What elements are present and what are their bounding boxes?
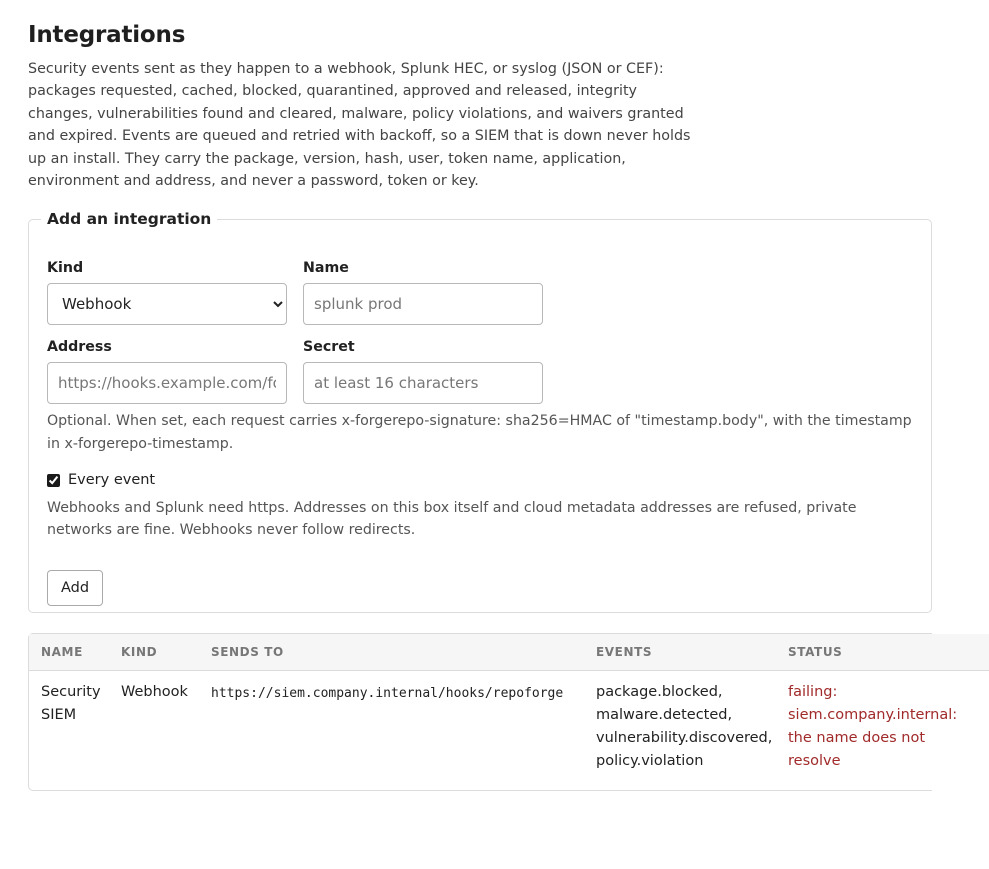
add-integration-form <box>28 210 932 613</box>
header-events: EVENTS <box>584 634 776 670</box>
every-event-label: Every event <box>68 472 156 489</box>
header-name: NAME <box>29 634 109 670</box>
integrations-page <box>28 22 958 791</box>
row-events <box>584 670 776 785</box>
table-header-row <box>29 634 989 670</box>
address-input[interactable] <box>47 362 287 404</box>
name-label: Name <box>303 260 349 277</box>
secret-help-text: Optional. When set, each request carries x-forgerepo-signature: sha256=HMAC of "timestamp.body", with the timestamp in x-forgerepo-timestamp. <box>47 413 912 452</box>
header-kind: KIND <box>109 634 199 670</box>
kind-select[interactable] <box>47 283 287 325</box>
row-status <box>776 670 989 785</box>
row-kind: Webhook <box>121 683 188 700</box>
row-name <box>29 670 109 785</box>
page-title: Integrations <box>28 22 186 48</box>
event-item: package.blocked, <box>596 683 723 700</box>
page-intro: Security events sent as they happen to a webhook, Splunk HEC, or syslog (JSON or CEF): packages requested, cached, blocked, quarantined, approved and released, integrity changes, vulnerabilities found and cleared, malware, policy violations, and waivers granted and expired. Events are queued and retried with backoff, so a SIEM that is down never holds up an install. They carry the package, version, hash, user, token name, application, environment and address, and never a password, token or key. <box>28 61 691 190</box>
address-label: Address <box>47 339 112 356</box>
secret-input[interactable] <box>303 362 543 404</box>
row-name-line: SIEM <box>41 706 77 723</box>
secret-field <box>303 339 543 404</box>
status-line: resolve <box>788 752 841 769</box>
event-item: malware.detected, <box>596 706 733 723</box>
status-line: the name does not <box>788 729 926 746</box>
address-help-text: Webhooks and Splunk need https. Addresses on this box itself and cloud metadata addresses are refused, private networks are fine. Webhooks never follow redirects. <box>47 500 857 539</box>
event-item: policy.violation <box>596 752 704 769</box>
event-item: vulnerability.discovered, <box>596 729 773 746</box>
every-event-option[interactable] <box>47 472 913 488</box>
status-line: failing: <box>788 683 838 700</box>
row-sends-to: https://siem.company.internal/hooks/repoforge <box>211 685 564 701</box>
every-event-checkbox[interactable] <box>47 474 60 487</box>
header-sends-to: SENDS TO <box>199 634 584 670</box>
status-line: siem.company.internal: <box>788 706 958 723</box>
add-button[interactable]: Add <box>47 570 103 606</box>
form-legend: Add an integration <box>47 210 212 229</box>
kind-field <box>47 260 287 325</box>
secret-label: Secret <box>303 339 355 356</box>
integrations-table <box>28 633 958 791</box>
kind-label: Kind <box>47 260 84 277</box>
row-name-line: Security <box>41 683 101 700</box>
name-input[interactable] <box>303 283 543 325</box>
address-field <box>47 339 287 404</box>
table-row <box>29 670 989 785</box>
name-field <box>303 260 543 325</box>
header-status: STATUS <box>776 634 989 670</box>
